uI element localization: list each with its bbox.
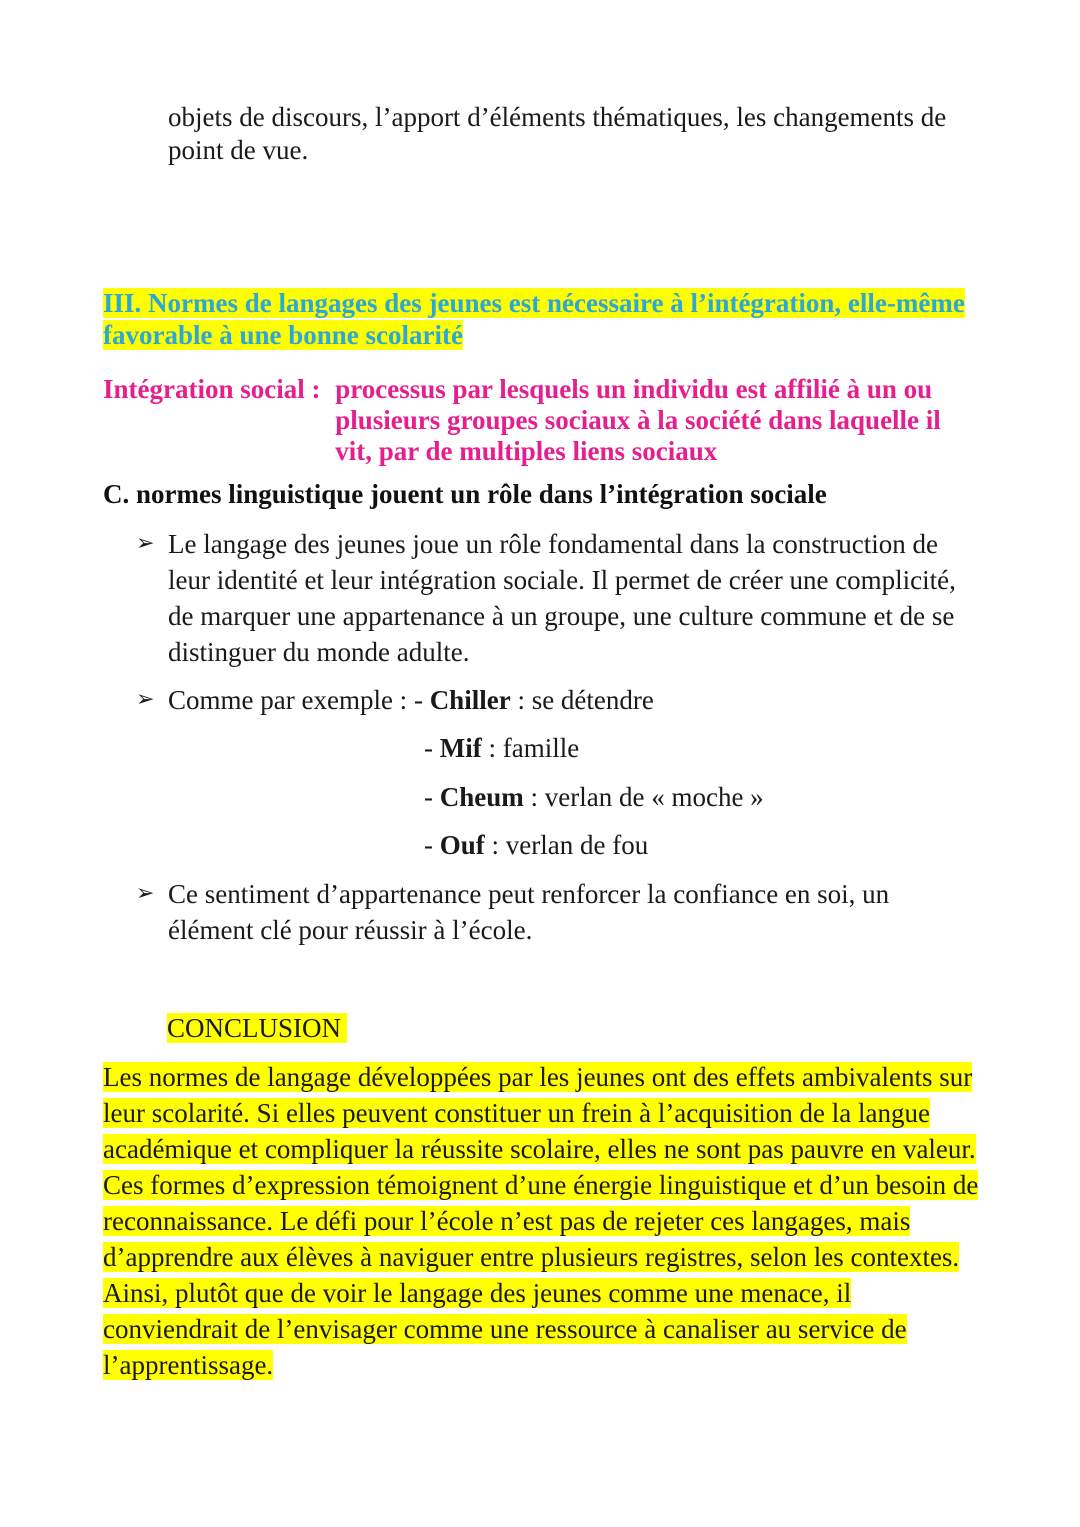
bullet-item-examples (136, 682, 976, 718)
bullet-prefix: Comme par exemple : (168, 685, 408, 715)
example-line (424, 730, 579, 766)
definition-text: processus par lesquels un individu est affilié à un ou plusieurs groupes sociaux à la société dans laquelle il vit, par de multiples liens sociaux (335, 374, 941, 466)
example-meaning: : se détendre (517, 685, 654, 715)
example-meaning: : famille (488, 733, 580, 763)
example-dash: - (424, 782, 433, 812)
example-meaning: : verlan de fou (491, 830, 649, 860)
conclusion-paragraph (103, 1059, 983, 1383)
example-line (424, 827, 648, 863)
bullet-text: Ce sentiment d’appartenance peut renforcer la confiance en soi, un élément clé pour réussir à l’école. (168, 879, 890, 945)
intro-paragraph (168, 101, 988, 167)
definition-block (103, 374, 983, 467)
arrow-bullet-icon: ➢ (136, 531, 155, 556)
arrow-bullet-icon: ➢ (136, 881, 155, 906)
example-word: Mif (439, 733, 482, 763)
bullet-item (136, 876, 976, 948)
example-dash: - (424, 830, 433, 860)
example-meaning: : verlan de « moche » (530, 782, 764, 812)
example-line (424, 779, 764, 815)
example-dash: - (413, 685, 423, 715)
example-word: Chiller (429, 685, 511, 715)
intro-text: objets de discours, l’apport d’éléments thématiques, les changements de point de vue. (168, 102, 947, 165)
section-heading-text: III. Normes de langages des jeunes est nécessaire à l’intégration, elle-même favorable à une bonne scolarité (103, 288, 965, 350)
sub-heading-text: C. normes linguistique jouent un rôle dans l’intégration sociale (103, 479, 827, 509)
definition-term: Intégration social : (103, 374, 321, 404)
bullet-examples-line (168, 682, 976, 718)
example-dash: - (424, 733, 433, 763)
example-word: Cheum (439, 782, 524, 812)
bullet-item (136, 526, 976, 670)
conclusion-text: Les normes de langage développées par les jeunes ont des effets ambivalents sur leur scolarité. Si elles peuvent constituer un frein à l’acquisition de la langue académique et compliquer la réussite scolaire, elles ne sont pas pauvre en valeur. Ces formes d’expression témoignent d’une énergie linguistique et d’un besoin de reconnaissance. Le défi pour l’école n’est pas de rejeter ces langages, mais d’apprendre aux élèves à naviguer entre plusieurs registres, selon les contextes. Ainsi, plutôt que de voir le langage des jeunes comme une menace, il conviendrait de l’envisager comme une ressource à canaliser au service de l’apprentissage. (103, 1062, 979, 1380)
section-heading (103, 287, 983, 351)
arrow-bullet-icon: ➢ (136, 687, 155, 712)
bullet-text: Le langage des jeunes joue un rôle fondamental dans la construction de leur identité et leur intégration sociale. Il permet de créer une complicité, de marquer une appartenance à un groupe, une culture commune et de se distinguer du monde adulte. (168, 529, 956, 667)
sub-heading (103, 478, 983, 511)
example-word: Ouf (439, 830, 485, 860)
conclusion-title-text: CONCLUSION (167, 1013, 347, 1043)
conclusion-title (167, 1010, 347, 1046)
